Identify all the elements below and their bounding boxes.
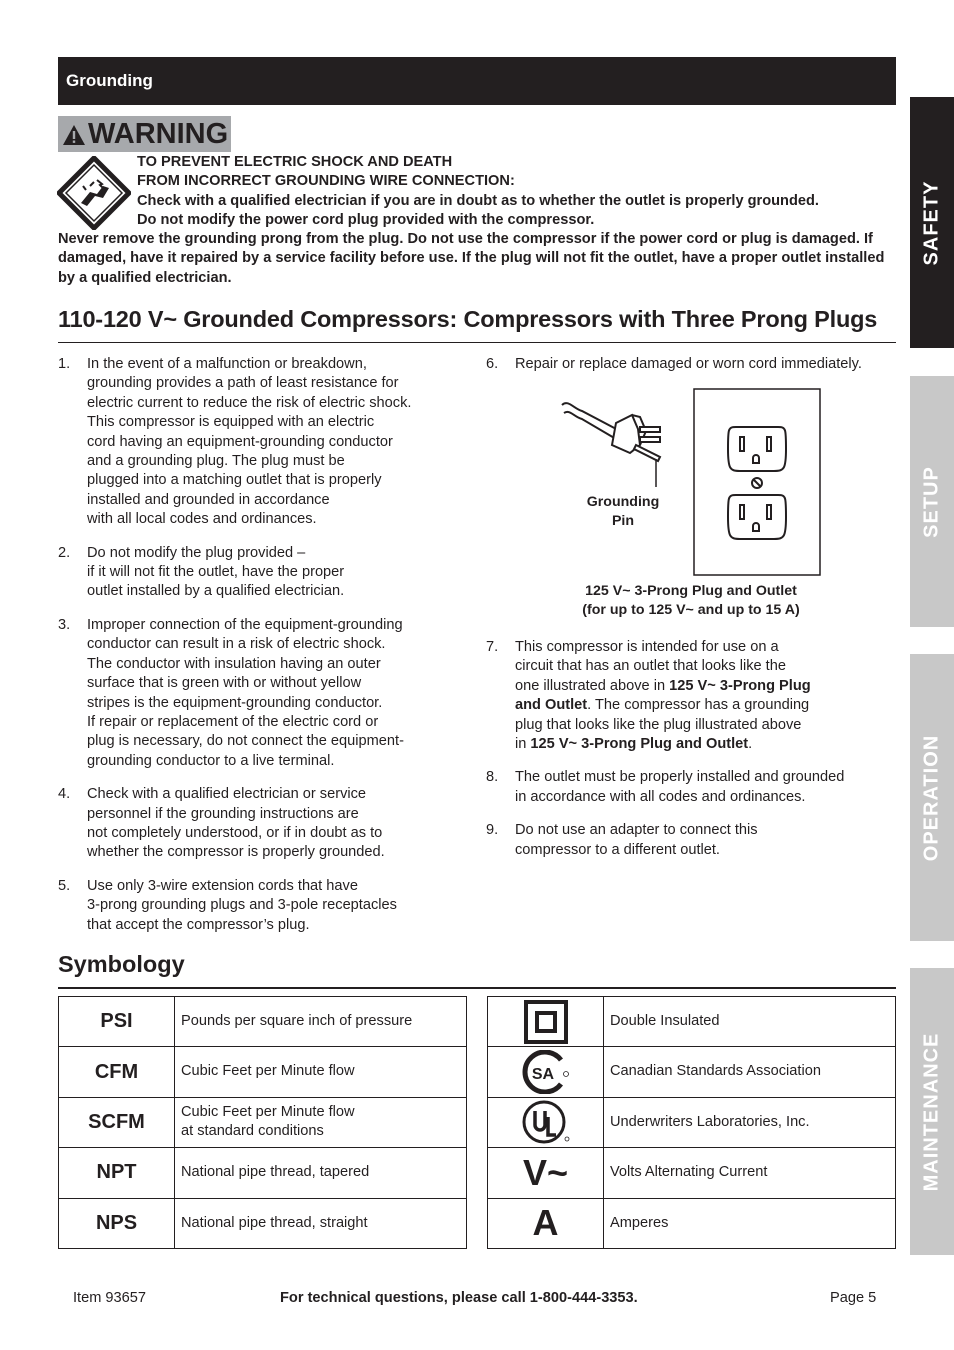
grounding-instructions-left [58, 355, 458, 935]
symbol-abbreviation: NPT [59, 1148, 175, 1198]
csa-icon [521, 1050, 571, 1094]
svg-text:SA: SA [531, 1066, 554, 1084]
warning-label-text: WARNING [88, 118, 229, 150]
warning-label [58, 116, 231, 152]
table-row [59, 1198, 467, 1248]
tab-maintenance[interactable] [910, 968, 954, 1255]
tab-maintenance-label: MAINTENANCE [920, 1032, 943, 1191]
list-item [58, 877, 458, 935]
grounding-pin-label-line: Grounding [586, 494, 660, 510]
footer-page-number: Page 5 [830, 1290, 877, 1306]
grounding-pin-label [570, 493, 676, 532]
tab-operation-label: OPERATION [920, 734, 943, 861]
list-item-number: 6. [486, 356, 499, 372]
symbol-description: Cubic Feet per Minute flow at standard conditions [175, 1097, 467, 1147]
list-item-text-bold: 125 V~ 3-Prong Plug and Outlet [530, 736, 749, 753]
list-item-number: 2. [58, 544, 71, 561]
symbol-description: National pipe thread, straight [175, 1198, 467, 1248]
list-item-number: 7. [486, 639, 499, 655]
grounding-instructions-right-bottom [486, 638, 900, 860]
list-item [58, 544, 458, 602]
list-item-number: 3. [58, 616, 71, 633]
warning-heading-line: Check with a qualified electrician if you are in doubt as to whether the outlet is properly grounded. [137, 192, 819, 209]
list-item-text-part: . The compressor has a grounding plug that looks like the plug illustrated above in [515, 697, 810, 753]
table-row [59, 997, 467, 1047]
plug-drawing [562, 403, 660, 487]
tab-operation[interactable] [910, 654, 954, 941]
symbol-description: Cubic Feet per Minute flow [175, 1047, 467, 1097]
volts-ac-icon: V~ [488, 1148, 604, 1198]
list-item-text: Check with a qualified electrician or service personnel if the grounding instructions are not completely understood, or if in doubt as to whether the compressor is properly grounded. [87, 786, 385, 861]
list-item-number: 1. [58, 356, 71, 372]
table-row [59, 1097, 467, 1147]
table-row [488, 997, 896, 1047]
amperes-icon: A [488, 1198, 604, 1248]
section-divider [58, 342, 896, 343]
ul-icon [521, 1099, 571, 1145]
tab-setup[interactable] [910, 376, 954, 627]
table-row [488, 1047, 896, 1097]
list-item-number: 9. [486, 822, 499, 839]
symbology-table-left [58, 996, 467, 1249]
symbology-divider [58, 987, 896, 989]
list-item-text-bold: 125 V~ 3-Prong Plug and Outlet [515, 677, 811, 714]
grounding-pin-label-line: Pin [611, 513, 635, 530]
list-item-text-part: This compressor is intended for use on a circuit that has an outlet that looks like the one illustrated above in [515, 639, 786, 694]
symbol-icon-cell [488, 997, 604, 1047]
table-row [59, 1047, 467, 1097]
tab-setup-label: SETUP [920, 465, 943, 538]
list-item-text [515, 638, 900, 754]
warning-heading [137, 153, 819, 231]
list-item [58, 616, 458, 771]
list-item-text: Do not use an adapter to connect this compressor to a different outlet. [515, 822, 758, 858]
warning-heading-line: TO PREVENT ELECTRIC SHOCK AND DEATH [137, 154, 453, 170]
double-insulated-icon [524, 1000, 568, 1044]
list-item [486, 821, 900, 860]
section-header-title: Grounding [66, 71, 153, 90]
list-item-text: Improper connection of the equipment-grounding conductor can result in a risk of electric shock. The conductor with insulation having an outer surface that is green with or without yellow stripes is the equipment-grounding conductor. If repair or replacement of the electric cord or plug is necessary, do not connect the equipment- grounding conductor to a live terminal. [87, 616, 404, 769]
figure-caption-line: (for up to 125 V~ and up to 15 A) [582, 602, 800, 619]
symbol-description: Pounds per square inch of pressure [175, 997, 467, 1047]
section-header [58, 57, 896, 105]
symbology-table-right [487, 996, 896, 1249]
warning-heading-line: Do not modify the power cord plug provided with the compressor. [137, 212, 595, 229]
plug-and-outlet-illustration [560, 387, 840, 577]
tab-safety[interactable] [910, 97, 954, 348]
list-item-text: Use only 3-wire extension cords that have 3-prong grounding plugs and 3-pole receptacles that accept the compressor’s plug. [87, 877, 397, 933]
symbol-description: National pipe thread, tapered [175, 1148, 467, 1198]
table-row [59, 1148, 467, 1198]
symbology-title: Symbology [58, 951, 185, 977]
list-item-text: Do not modify the plug provided – if it will not fit the outlet, have the proper outlet installed by a qualified electrician. [87, 544, 345, 600]
symbol-icon-cell [488, 1097, 604, 1147]
list-item-text: Repair or replace damaged or worn cord immediately. [515, 356, 862, 372]
symbol-description: Underwriters Laboratories, Inc. [604, 1097, 896, 1147]
list-item-number: 5. [58, 877, 71, 894]
symbol-abbreviation: SCFM [59, 1097, 175, 1147]
table-row [488, 1097, 896, 1147]
figure-caption [540, 582, 842, 621]
list-item-text: In the event of a malfunction or breakdown, grounding provides a path of least resistance for electric current to reduce the risk of electric shock. This compressor is equipped with an electric cord having an equipment-grounding conductor and a grounding plug. The plug must be plugged into a matching outlet that is properly installed and grounded in accordance with all local codes and ordinances. [87, 356, 412, 528]
table-row [488, 1198, 896, 1248]
warning-body: Never remove the grounding prong from the plug. Do not use the compressor if the power cord or plug is damaged. If damaged, have it repaired by a service facility before use. If the plug will not fit the outlet, have a proper outlet installed by a qualified electrician. [58, 231, 885, 286]
section-title: 110-120 V~ Grounded Compressors: Compressors with Three Prong Plugs [58, 306, 878, 332]
symbol-icon-cell [488, 1047, 604, 1097]
list-item-number: 4. [58, 786, 71, 803]
list-item [486, 355, 900, 374]
symbol-description: Volts Alternating Current [604, 1148, 896, 1198]
electric-shock-icon [57, 156, 131, 230]
warning-triangle-icon [62, 124, 86, 146]
list-item [58, 355, 458, 530]
symbol-abbreviation: NPS [59, 1198, 175, 1248]
figure-caption-line: 125 V~ 3-Prong Plug and Outlet [585, 583, 797, 599]
list-item [486, 768, 900, 807]
grounding-instructions-right-top [486, 355, 900, 374]
symbol-description: Amperes [604, 1198, 896, 1248]
list-item [58, 785, 458, 863]
symbol-abbreviation: PSI [59, 997, 175, 1047]
footer-item-number: Item 93657 [73, 1290, 147, 1306]
symbol-abbreviation: CFM [59, 1047, 175, 1097]
list-item-text: The outlet must be properly installed and grounded in accordance with all codes and ordinances. [515, 769, 845, 805]
symbol-description: Double Insulated [604, 997, 896, 1047]
list-item-text-part: . [748, 736, 753, 753]
list-item-number: 8. [486, 769, 499, 786]
list-item [486, 638, 900, 754]
symbol-description: Canadian Standards Association [604, 1047, 896, 1097]
tab-safety-label: SAFETY [920, 180, 943, 265]
warning-heading-line: FROM INCORRECT GROUNDING WIRE CONNECTION: [137, 173, 515, 190]
footer-support-text: For technical questions, please call 1-800-444-3353. [280, 1290, 638, 1306]
table-row [488, 1148, 896, 1198]
